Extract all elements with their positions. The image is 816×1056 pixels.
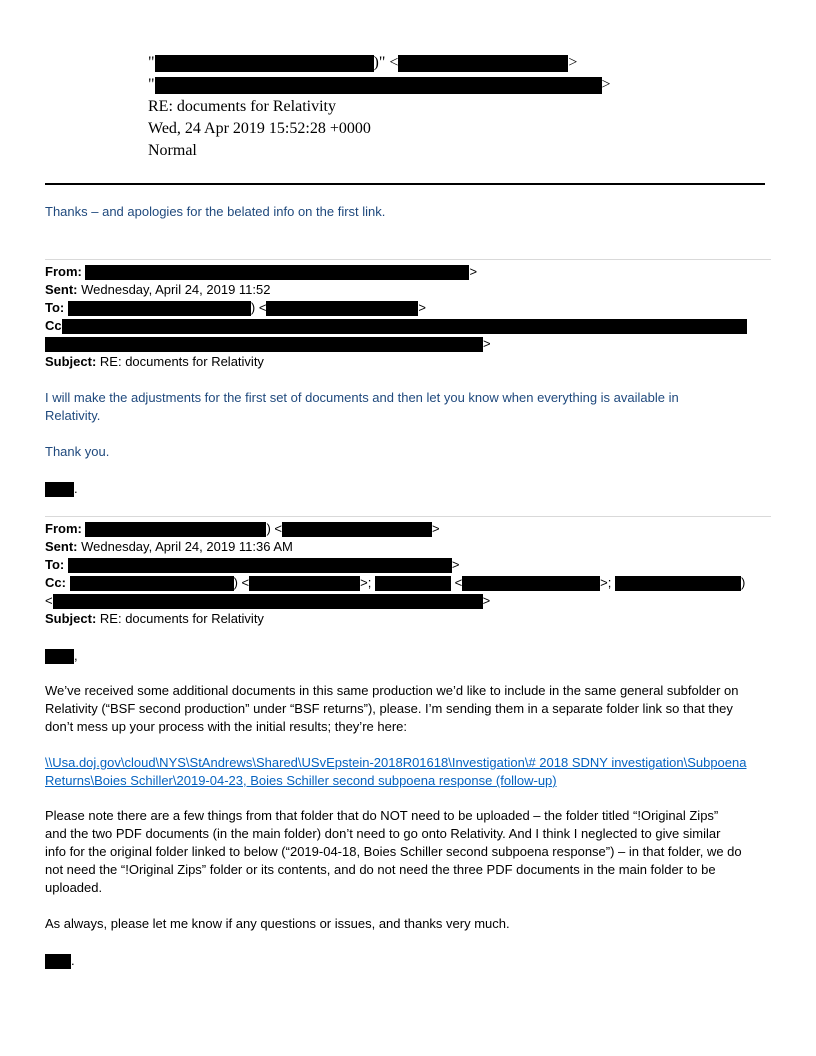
- redaction-box: [85, 522, 266, 537]
- msg2-subject-label: Subject:: [45, 611, 97, 626]
- msg2-para2-line: and the two PDF documents (in the main folder) don’t need to go onto Relativity. And I think I neglected to give similar: [45, 826, 721, 841]
- redaction-box: [375, 576, 451, 591]
- msg2-subject-row: [45, 610, 264, 628]
- msg1-sent-label: Sent:: [45, 282, 78, 297]
- redaction-box: [53, 594, 483, 609]
- msg2-sent-value: Wednesday, April 24, 2019 11:36 AM: [81, 539, 293, 554]
- msg2-cc-label: Cc:: [45, 575, 66, 590]
- header-divider: [45, 183, 765, 185]
- msg2-para2-line: info for the original folder linked to below (“2019-04-18, Boies Schiller second subpoena response”) – in that folder, we do: [45, 844, 742, 859]
- redaction-box: [266, 301, 418, 316]
- msg1-to-row: To: ) < >: [45, 300, 427, 315]
- msg1-sent-row: [45, 281, 270, 299]
- msg1-cc-row: [45, 317, 747, 335]
- msg1-cc-row-cont: >: [45, 335, 491, 353]
- redaction-box: [85, 265, 469, 280]
- msg1-to-label: To:: [45, 300, 65, 315]
- msg1-subject-label: Subject:: [45, 354, 97, 369]
- msg2-para3: As always, please let me know if any questions or issues, and thanks very much.: [45, 916, 510, 931]
- msg1-body-line: I will make the adjustments for the first set of documents and then let you know when everything is available in: [45, 390, 679, 405]
- header-importance-value: Normal: [148, 142, 197, 159]
- reply-body: Thanks – and apologies for the belated info on the first link.: [45, 204, 386, 219]
- msg2-from-row: From: ) < >: [45, 521, 440, 536]
- header-to-value: " >: [148, 76, 611, 93]
- msg2-cc-row: Cc: ) < >; < >; ): [45, 575, 746, 590]
- redaction-box: [70, 576, 234, 591]
- msg2-para1-line: Relativity (“BSF second production” under “BSF returns”), please. I’m sending them in a separate folder link so that they: [45, 701, 733, 716]
- msg1-subject-row: [45, 353, 264, 371]
- msg1-sent-value: Wednesday, April 24, 2019 11:52: [81, 282, 271, 297]
- msg1-from-row: From: >: [45, 264, 478, 279]
- msg1-thanks: Thank you.: [45, 444, 110, 459]
- msg2-to-row: To: >: [45, 557, 460, 572]
- redaction-box: [282, 522, 432, 537]
- redaction-box: [249, 576, 360, 591]
- msg1-signature: .: [45, 480, 78, 498]
- msg1-from-label: From:: [45, 264, 82, 279]
- msg2-signature: .: [45, 952, 75, 970]
- header-date-value: Wed, 24 Apr 2019 15:52:28 +0000: [148, 120, 371, 137]
- msg2-para2-line: uploaded.: [45, 880, 103, 895]
- header-from-value: " )" < >: [148, 54, 578, 71]
- msg2-subject-value: RE: documents for Relativity: [99, 611, 264, 626]
- redaction-box: [615, 576, 741, 591]
- redaction-box: [68, 301, 251, 316]
- redaction-box: [45, 337, 483, 352]
- redaction-box: [398, 55, 568, 72]
- msg1-cc-label: Cc: [45, 318, 62, 333]
- msg2-to-label: To:: [45, 557, 65, 572]
- msg2-sent-row: [45, 538, 293, 556]
- msg1-body-line: Relativity.: [45, 408, 101, 423]
- msg2-para1-line: We’ve received some additional documents in this same production we’d like to include in the same general subfolder on: [45, 683, 739, 698]
- redaction-box: [45, 482, 74, 497]
- msg2-para2-line: not need the “!Original Zips” folder or its contents, and do not need the three PDF documents in the main folder to be: [45, 862, 716, 877]
- redaction-box: [462, 576, 600, 591]
- redaction-box: [155, 55, 374, 72]
- msg2-greeting: ,: [45, 647, 78, 665]
- msg2-cc-row-cont: < >: [45, 593, 491, 608]
- quote2-divider: [45, 516, 771, 517]
- redaction-box: [62, 319, 747, 334]
- header-subject-value: RE: documents for Relativity: [148, 98, 336, 115]
- msg1-subject-value: RE: documents for Relativity: [99, 354, 264, 369]
- redaction-box: [68, 558, 452, 573]
- redaction-box: [45, 954, 71, 969]
- msg2-para2-line: Please note there are a few things from that folder that do NOT need to be uploaded – the folder titled “!Original Zips”: [45, 808, 719, 823]
- folder-link-line[interactable]: \\Usa.doj.gov\cloud\NYS\StAndrews\Shared\USvEpstein-2018R01618\Investigation\# 2018 SDNY investigation\Subpoena: [45, 755, 747, 770]
- redaction-box: [155, 77, 602, 94]
- redaction-box: [45, 649, 74, 664]
- folder-link-line[interactable]: Returns\Boies Schiller\2019-04-23, Boies Schiller second subpoena response (follow-up): [45, 773, 557, 788]
- msg2-para1-line: don’t mess up your process with the initial results; they’re here:: [45, 719, 408, 734]
- msg2-sent-label: Sent:: [45, 539, 78, 554]
- msg2-from-label: From:: [45, 521, 82, 536]
- quote1-divider: [45, 259, 771, 260]
